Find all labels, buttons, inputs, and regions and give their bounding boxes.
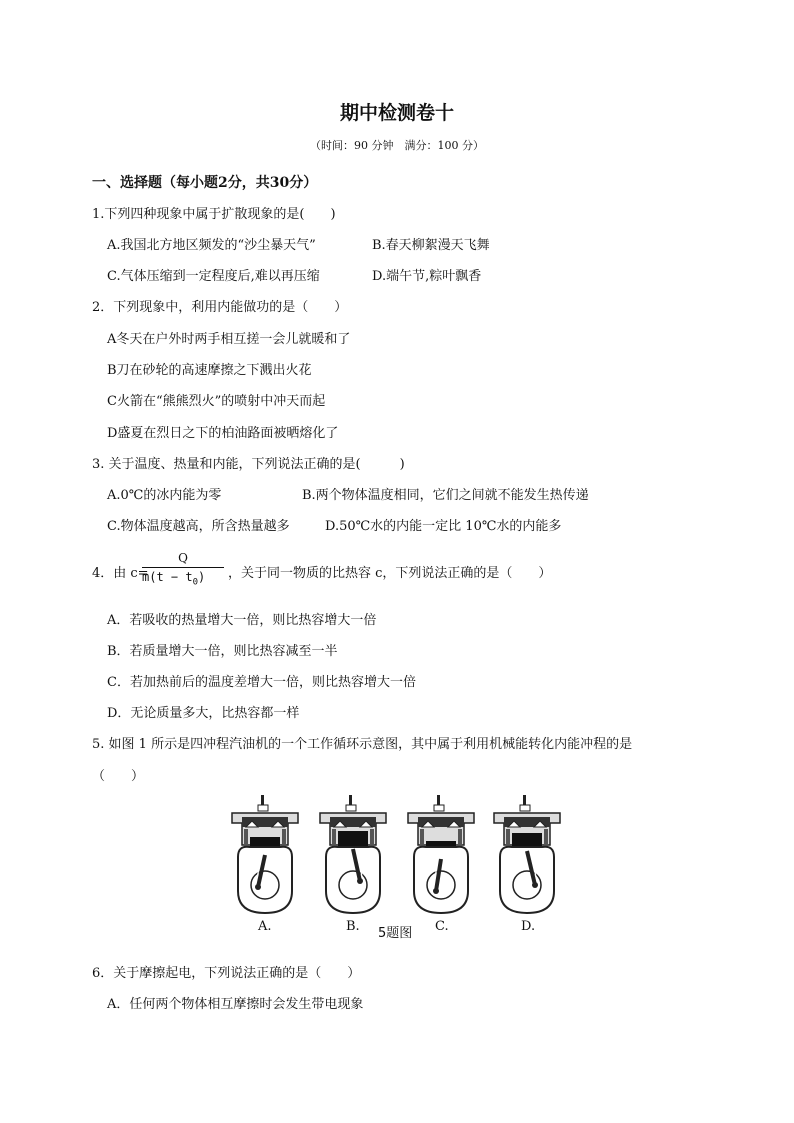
question-1-option-d: D.端午节,粽叶飘香 [372, 269, 482, 284]
question-4-option-a: A．若吸收的热量增大一倍，则比热容增大一倍 [107, 613, 377, 628]
question-5-stem: 5. 如图 1 所示是四冲程汽油机的一个工作循环示意图，其中属于利用机械能转化内能冲程的是 [92, 737, 633, 752]
question-4-option-d: D．无论质量多大，比热容都一样 [107, 706, 300, 721]
question-4-option-b: B．若质量增大一倍，则比热容减至一半 [107, 644, 338, 659]
formula-den-main: m(t − t [142, 570, 193, 584]
figure-label-a: A. [258, 919, 272, 934]
engine-diagram-a [228, 795, 302, 920]
question-1-option-b: B.春天柳絮漫天飞舞 [372, 238, 490, 253]
four-stroke-engine-figure [228, 795, 558, 940]
question-3-option-b: B.两个物体温度相同，它们之间就不能发生热传递 [302, 488, 589, 503]
figure-caption: 5题图 [378, 926, 413, 941]
exam-info: （时间：90 分钟 满分：100 分） [310, 139, 484, 152]
engine-diagram-b [316, 795, 390, 920]
question-1-option-c: C.气体压缩到一定程度后,难以再压缩 [107, 269, 320, 284]
question-4-stem-prefix: 4．由 c= [92, 566, 149, 581]
question-2-option-d: D盛夏在烈日之下的柏油路面被晒熔化了 [107, 426, 339, 441]
figure-label-d: D. [521, 919, 536, 934]
engine-diagram-c [404, 795, 478, 920]
specific-heat-formula [142, 551, 224, 591]
question-6-option-a: A．任何两个物体相互摩擦时会发生带电现象 [107, 997, 364, 1012]
question-2-stem: 2．下列现象中，利用内能做功的是（ ） [92, 300, 348, 315]
page-title: 期中检测卷十 [339, 102, 454, 124]
question-4-option-c: C．若加热前后的温度差增大一倍，则比热容增大一倍 [107, 675, 416, 690]
question-2-option-b: B刀在砂轮的高速摩擦之下溅出火花 [107, 363, 312, 378]
engine-diagram-d [490, 795, 564, 920]
question-1-option-a: A.我国北方地区频发的“沙尘暴天气” [107, 238, 316, 253]
question-6-stem: 6．关于摩擦起电，下列说法正确的是（ ） [92, 966, 361, 981]
formula-denominator [142, 570, 205, 587]
figure-label-b: B. [346, 919, 360, 934]
figure-label-c: C. [435, 919, 449, 934]
question-3-stem: 3. 关于温度、热量和内能，下列说法正确的是( ) [92, 457, 405, 472]
question-3-option-c: C.物体温度越高，所含热量越多 [107, 519, 290, 534]
question-1-stem: 1.下列四种现象中属于扩散现象的是( ) [92, 207, 336, 222]
question-5-stem-cont: （ ） [92, 769, 145, 784]
question-3-option-d: D.50℃水的内能一定比 10℃水的内能多 [325, 519, 562, 534]
formula-numerator: Q [178, 551, 188, 565]
question-2-option-a: A冬天在户外时两手相互搓一会儿就暖和了 [107, 332, 351, 347]
formula-den-sub: 0 [192, 577, 198, 588]
question-2-option-c: C火箭在“熊熊烈火”的喷射中冲天而起 [107, 394, 326, 409]
formula-den-end: ) [198, 570, 206, 584]
section-heading: 一、选择题（每小题2分，共30分） [92, 175, 318, 191]
question-3-option-a: A.0℃的冰内能为零 [107, 488, 222, 503]
fraction-bar [142, 567, 224, 568]
question-4-stem-suffix: ，关于同一物质的比热容 c，下列说法正确的是（ ） [228, 566, 552, 581]
